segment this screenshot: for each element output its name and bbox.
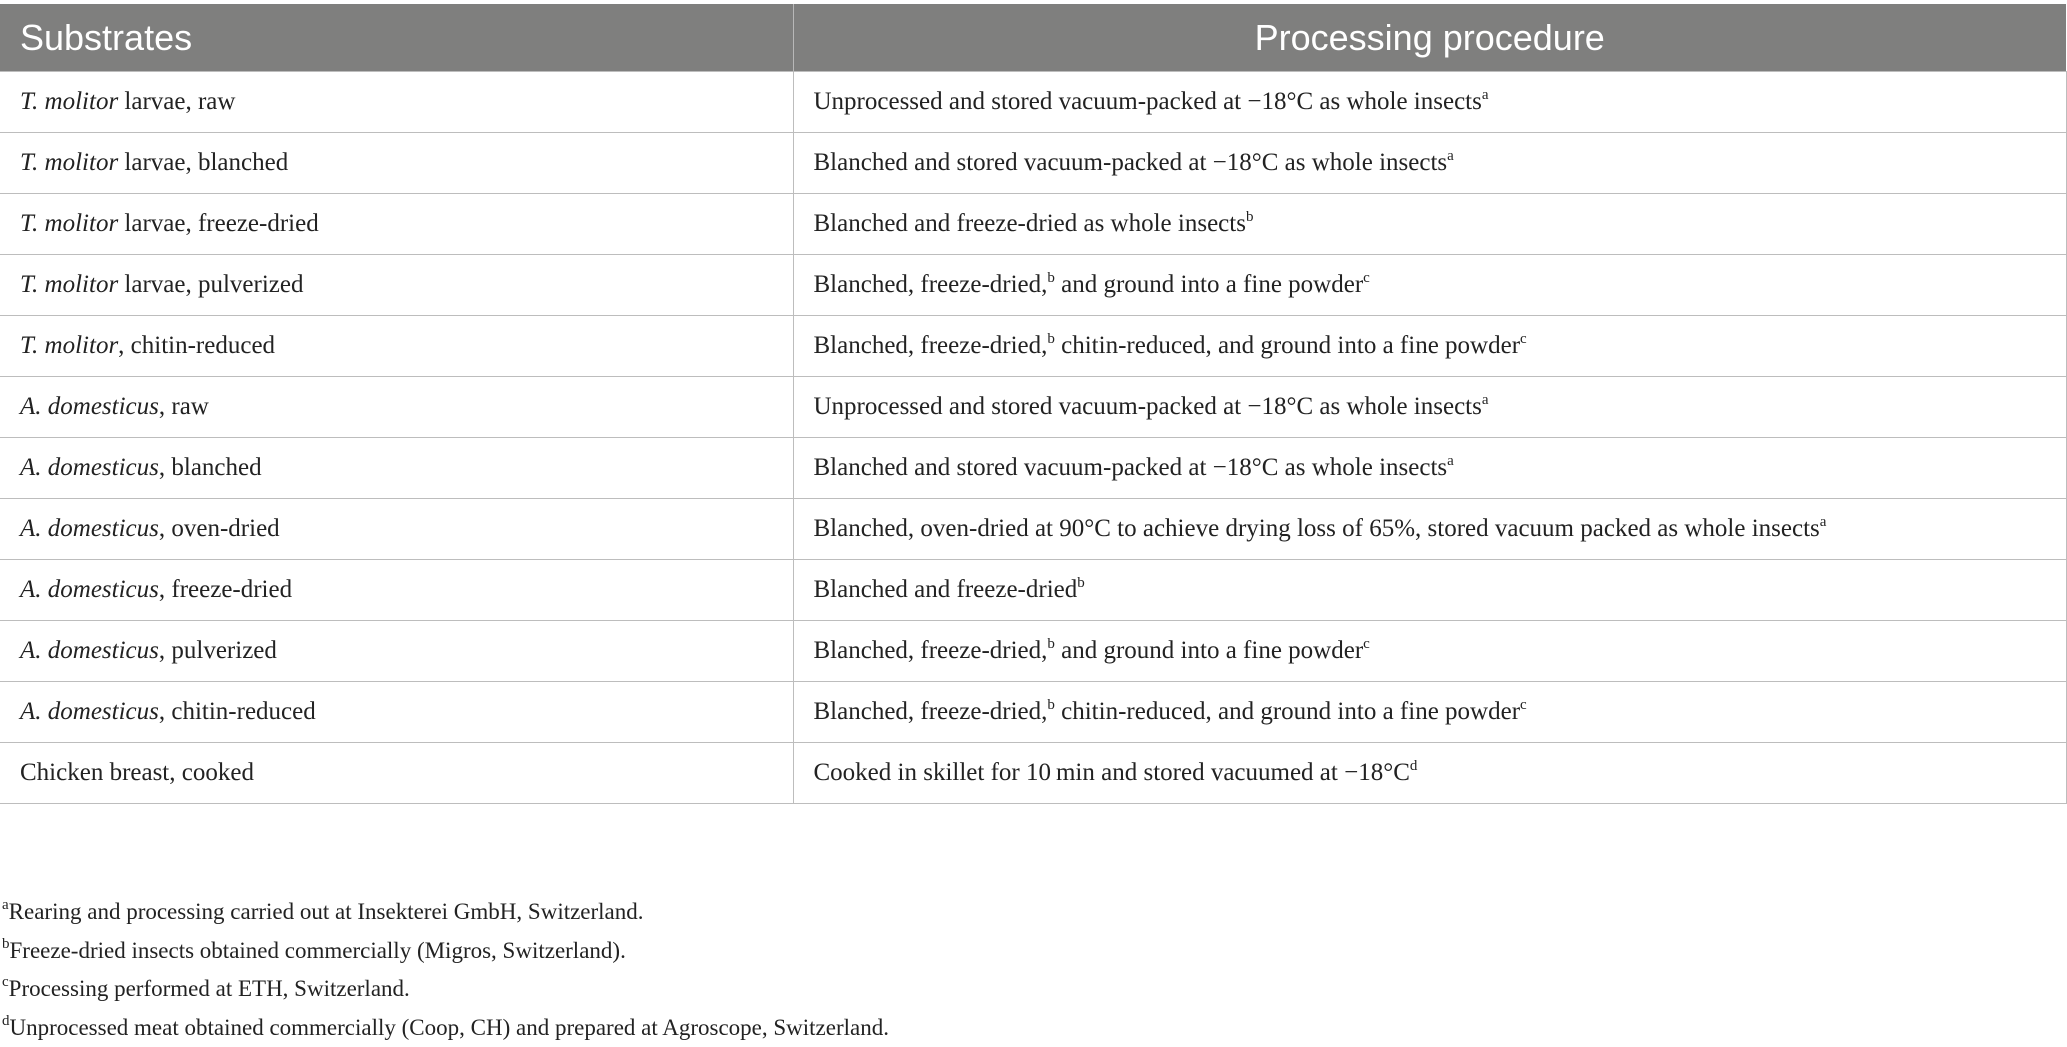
footnote-text: Unprocessed meat obtained commercially (Coop, CH) and prepared at Agroscope, Switzerland. [10,1015,889,1040]
substrate-description: , freeze-dried [159,576,292,603]
table-row [0,621,2066,682]
footnote [2,932,889,971]
table-row [0,255,2066,316]
table-row [0,560,2066,621]
substrate-description: larvae, pulverized [118,271,303,298]
footnote-mark: c [2,974,9,990]
footnote-mark: d [2,1013,10,1029]
footnote-ref: c [1520,697,1527,713]
procedure-cell [793,621,2066,682]
procedure-text: and ground into a fine powder [1055,637,1363,664]
footnote-mark: b [2,936,10,952]
footnote-ref: b [1047,697,1055,713]
procedure-text: chitin-reduced, and ground into a fine powder [1055,698,1520,725]
footnote-ref: b [1047,331,1055,347]
footnote-ref: a [1482,87,1489,103]
species-name: A. domesticus [20,698,159,725]
procedure-cell [793,194,2066,255]
procedure-cell [793,743,2066,804]
substrate-description: , pulverized [159,637,277,664]
table-row [0,499,2066,560]
substrate-description: larvae, freeze-dried [118,210,319,237]
substrate-cell [0,743,793,804]
species-name: T. molitor [20,88,118,115]
table-row [0,682,2066,743]
table-header-row [0,4,2066,72]
substrate-description: , oven-dried [159,515,280,542]
footnote-ref: b [1047,636,1055,652]
species-name: A. domesticus [20,637,159,664]
table-row [0,316,2066,377]
footnote-text: Rearing and processing carried out at Insekterei GmbH, Switzerland. [9,899,644,924]
procedure-text: Blanched and stored vacuum-packed at −18°C as whole insects [814,149,1448,176]
footnote-ref: b [1047,270,1055,286]
procedure-text: Blanched and freeze-dried [814,576,1078,603]
species-name: A. domesticus [20,576,159,603]
substrate-description: , raw [159,393,209,420]
procedure-cell [793,560,2066,621]
table-row [0,743,2066,804]
substrate-description: Chicken breast, cooked [20,759,254,786]
footnote-ref: a [1447,148,1454,164]
footnote-ref: b [1077,575,1085,591]
footnote-ref: a [1820,514,1827,530]
substrate-description: , chitin-reduced [118,332,275,359]
footnote-ref: a [1447,453,1454,469]
species-name: A. domesticus [20,393,159,420]
footnote-text: Processing performed at ETH, Switzerland. [9,976,410,1001]
table-body [0,72,2066,804]
procedure-text: Unprocessed and stored vacuum-packed at −18°C as whole insects [814,393,1482,420]
substrate-cell [0,194,793,255]
footnote-text: Freeze-dried insects obtained commercially (Migros, Switzerland). [10,938,626,963]
procedure-cell [793,682,2066,743]
procedure-cell [793,438,2066,499]
substrate-cell [0,377,793,438]
substrate-cell [0,255,793,316]
table-row [0,377,2066,438]
substrate-cell [0,621,793,682]
header-substrates: Substrates [0,4,793,72]
species-name: T. molitor [20,149,118,176]
substrates-table-container [0,4,2066,804]
procedure-text: Blanched, freeze-dried, [814,698,1048,725]
header-processing-procedure: Processing procedure [793,4,2066,72]
substrate-cell [0,499,793,560]
table-row [0,438,2066,499]
procedure-text: Blanched, freeze-dried, [814,637,1048,664]
substrate-description: , blanched [159,454,262,481]
substrates-table [0,4,2067,804]
procedure-cell [793,316,2066,377]
procedure-cell [793,499,2066,560]
substrate-cell [0,682,793,743]
procedure-text: Blanched, oven-dried at 90°C to achieve drying loss of 65%, stored vacuum packed as whole insects [814,515,1820,542]
procedure-text: Cooked in skillet for 10 min and stored vacuumed at −18°C [814,759,1410,786]
footnote-ref: c [1363,636,1370,652]
table-footnotes [2,893,889,1047]
procedure-text: Blanched and freeze-dried as whole insects [814,210,1246,237]
substrate-description: , chitin-reduced [159,698,316,725]
procedure-text: Blanched and stored vacuum-packed at −18°C as whole insects [814,454,1448,481]
footnote [2,970,889,1009]
procedure-cell [793,255,2066,316]
procedure-text: Unprocessed and stored vacuum-packed at −18°C as whole insects [814,88,1482,115]
procedure-text: Blanched, freeze-dried, [814,332,1048,359]
footnote-ref: d [1410,758,1418,774]
species-name: A. domesticus [20,515,159,542]
procedure-text: Blanched, freeze-dried, [814,271,1048,298]
table-row [0,133,2066,194]
substrate-description: larvae, raw [118,88,235,115]
substrate-cell [0,438,793,499]
footnote-ref: c [1520,331,1527,347]
procedure-text: and ground into a fine powder [1055,271,1363,298]
procedure-cell [793,72,2066,133]
species-name: A. domesticus [20,454,159,481]
substrate-description: larvae, blanched [118,149,288,176]
procedure-text: chitin-reduced, and ground into a fine powder [1055,332,1520,359]
footnote-ref: c [1363,270,1370,286]
substrate-cell [0,72,793,133]
footnote-ref: a [1482,392,1489,408]
footnote-mark: a [2,897,9,913]
species-name: T. molitor [20,271,118,298]
table-row [0,72,2066,133]
table-row [0,194,2066,255]
substrate-cell [0,316,793,377]
species-name: T. molitor [20,210,118,237]
species-name: T. molitor [20,332,118,359]
procedure-cell [793,133,2066,194]
substrate-cell [0,560,793,621]
procedure-cell [793,377,2066,438]
footnote [2,893,889,932]
substrate-cell [0,133,793,194]
footnote-ref: b [1246,209,1254,225]
